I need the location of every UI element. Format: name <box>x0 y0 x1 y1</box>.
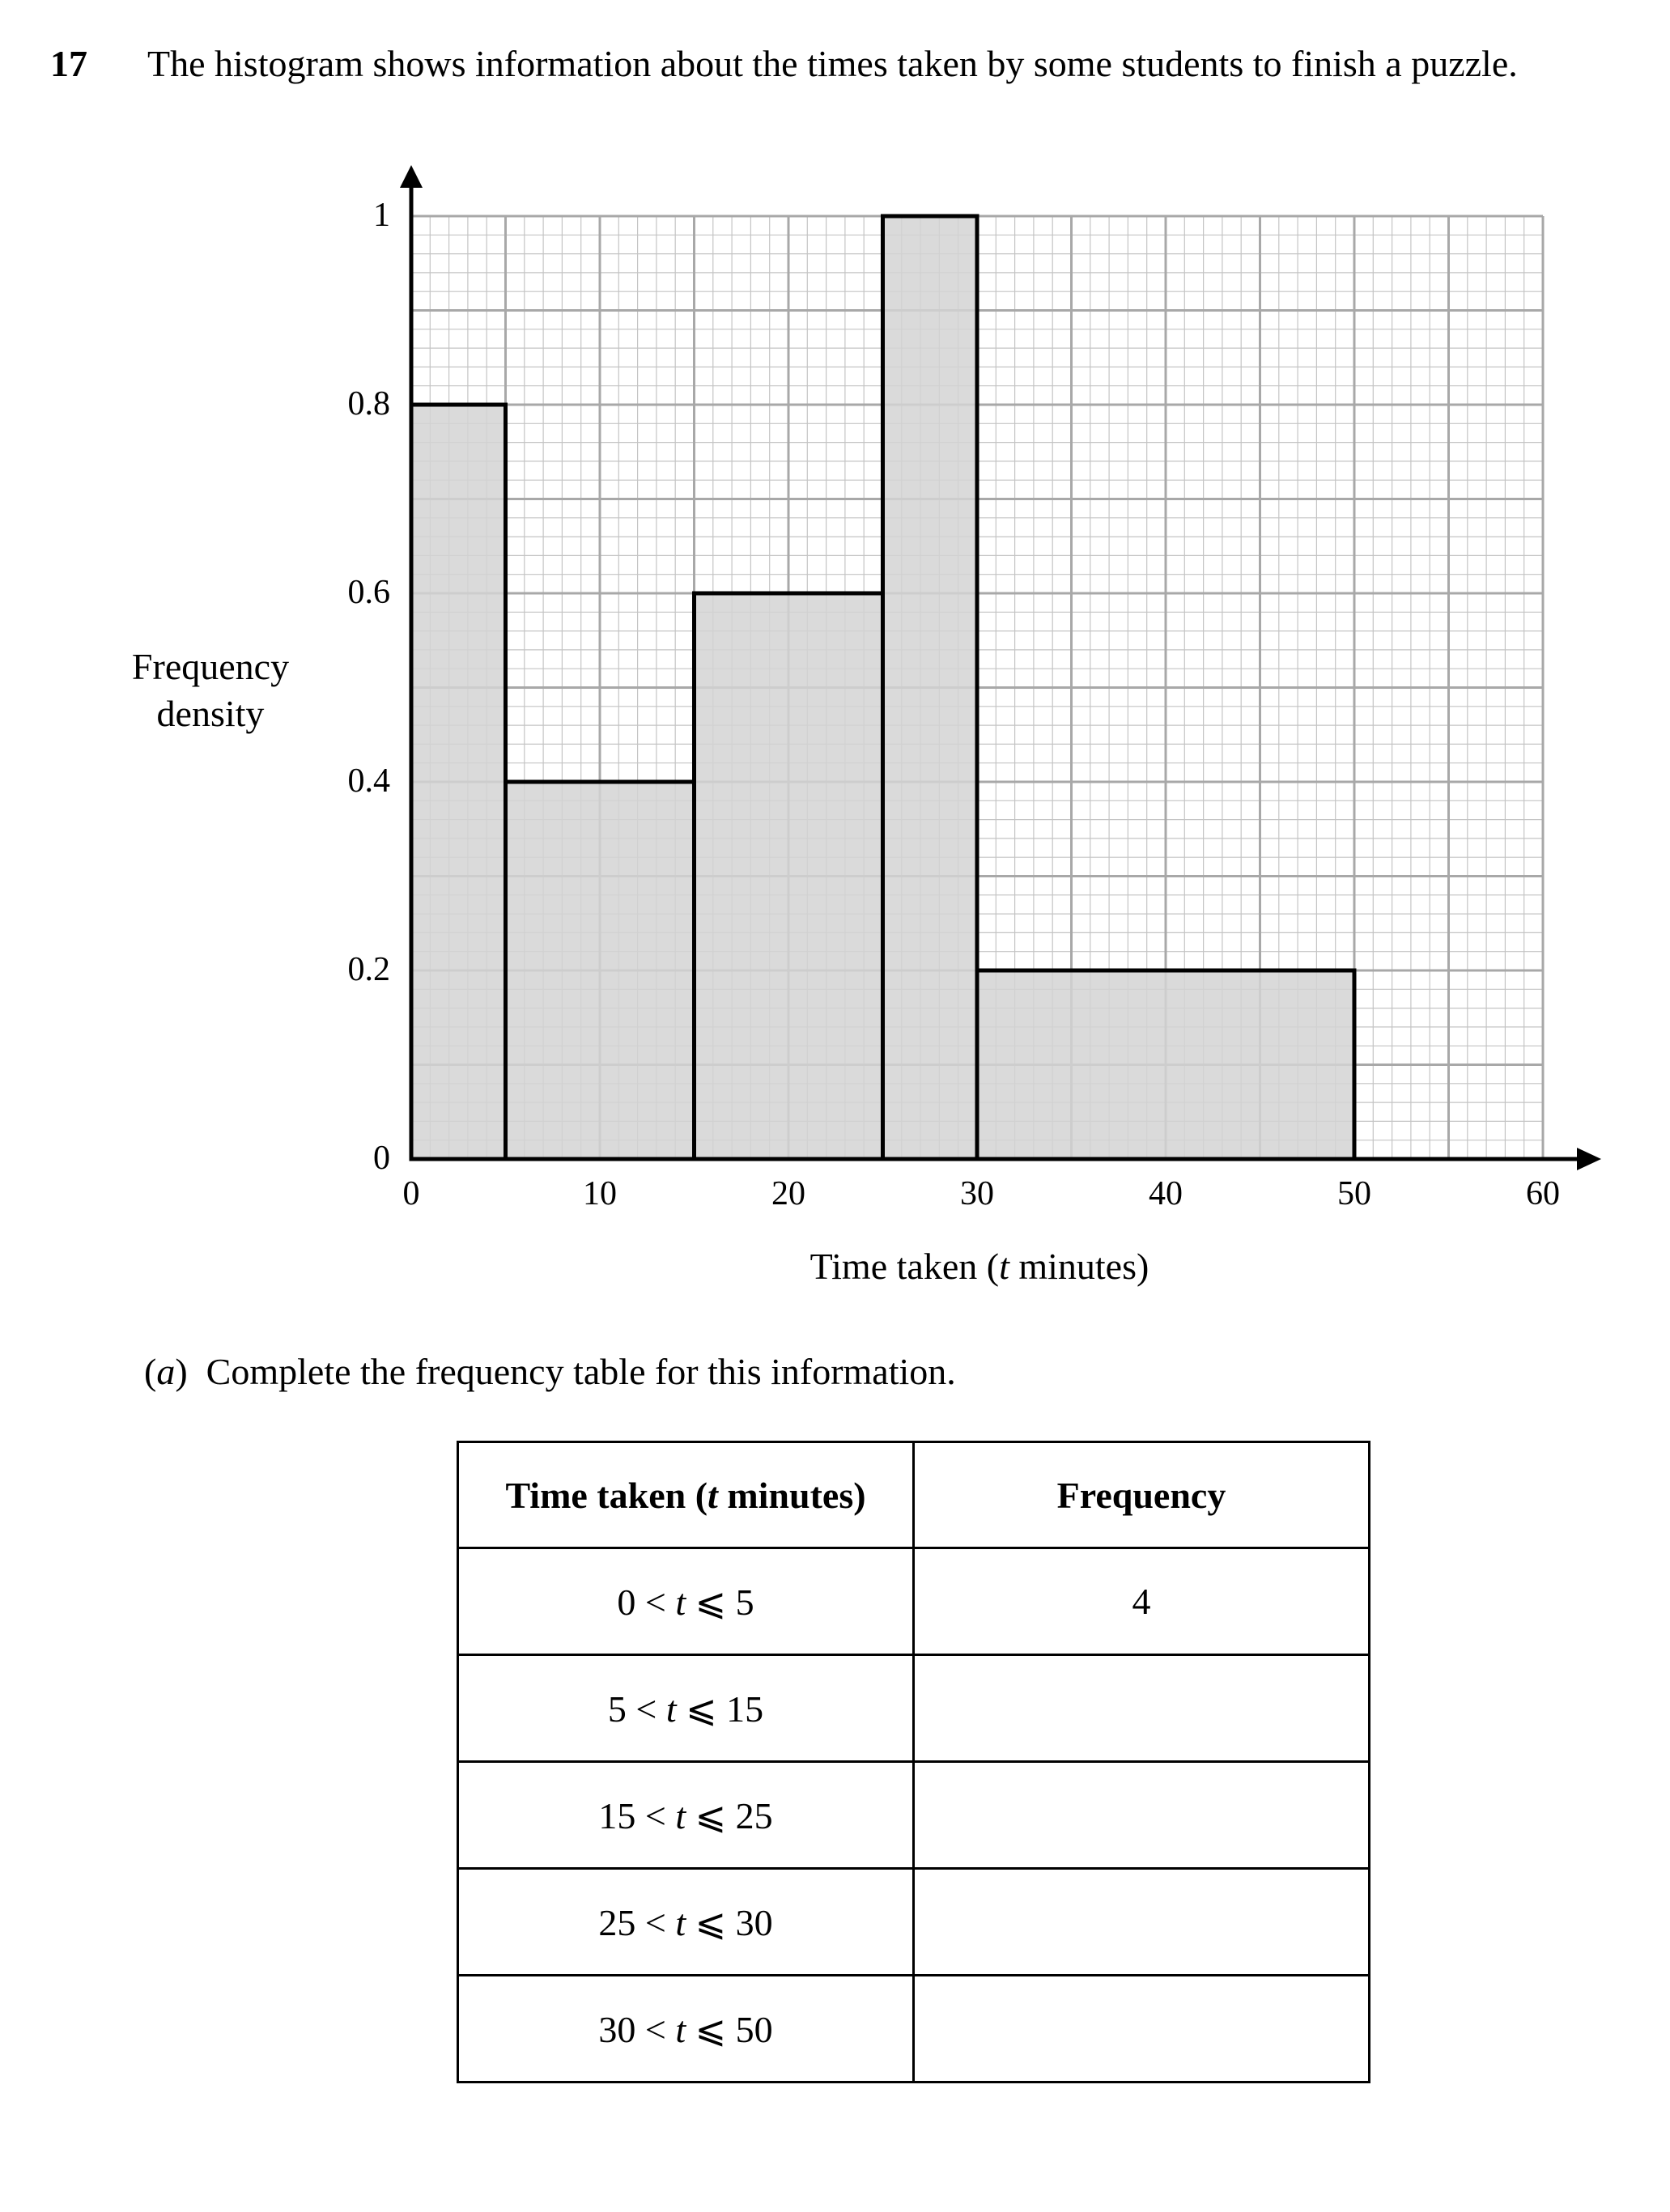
histogram-bar-3 <box>695 593 883 1159</box>
y-axis-title: Frequency density <box>131 646 290 734</box>
y-tick-label: 1 <box>373 197 390 234</box>
x-tick-label: 40 <box>1149 1175 1183 1212</box>
table-row <box>458 1548 1370 1655</box>
frequency-cell: 4 <box>914 1548 1370 1655</box>
time-interval-cell: 15 < t ⩽ 25 <box>458 1762 914 1869</box>
frequency-cell[interactable] <box>914 1869 1370 1976</box>
y-tick-label: 0.6 <box>347 574 390 611</box>
histogram-bar-5 <box>977 970 1354 1159</box>
time-interval-cell: 5 < t ⩽ 15 <box>458 1655 914 1762</box>
histogram-bar-4 <box>883 216 978 1159</box>
x-tick-label: 20 <box>771 1175 805 1212</box>
x-tick-label: 30 <box>960 1175 994 1212</box>
y-tick-label: 0.4 <box>347 762 390 800</box>
table-row <box>458 1762 1370 1869</box>
x-tick-label: 0 <box>402 1175 420 1212</box>
x-tick-label: 10 <box>583 1175 617 1212</box>
y-tick-label: 0.8 <box>347 385 390 422</box>
time-interval-cell: 25 < t ⩽ 30 <box>458 1869 914 1976</box>
table-header-time: Time taken (t minutes) <box>458 1442 914 1548</box>
x-tick-label: 60 <box>1526 1175 1560 1212</box>
histogram-bar-1 <box>411 405 506 1159</box>
table-row <box>458 1976 1370 2083</box>
x-tick-label: 50 <box>1337 1175 1371 1212</box>
time-interval-cell: 30 < t ⩽ 50 <box>458 1976 914 2083</box>
question-text: The histogram shows information about the times taken by some students to finish a puzzle. <box>147 43 1518 84</box>
table-header-frequency: Frequency <box>914 1442 1370 1548</box>
time-interval-cell: 0 < t ⩽ 5 <box>458 1548 914 1655</box>
frequency-cell[interactable] <box>914 1762 1370 1869</box>
table-row <box>458 1655 1370 1762</box>
histogram-bar-2 <box>506 782 695 1159</box>
x-axis-arrow <box>1577 1148 1601 1170</box>
y-axis-arrow <box>400 165 423 188</box>
x-axis-title: Time taken (t minutes) <box>810 1246 1149 1287</box>
frequency-cell[interactable] <box>914 1655 1370 1762</box>
frequency-table <box>457 1441 1370 2083</box>
question-number: 17 <box>50 43 87 84</box>
frequency-cell[interactable] <box>914 1976 1370 2083</box>
part-a-instruction: (a) Complete the frequency table for this information. <box>144 1351 956 1392</box>
table-row <box>458 1869 1370 1976</box>
y-tick-label: 0.2 <box>347 951 390 988</box>
y-tick-label: 0 <box>373 1140 390 1177</box>
